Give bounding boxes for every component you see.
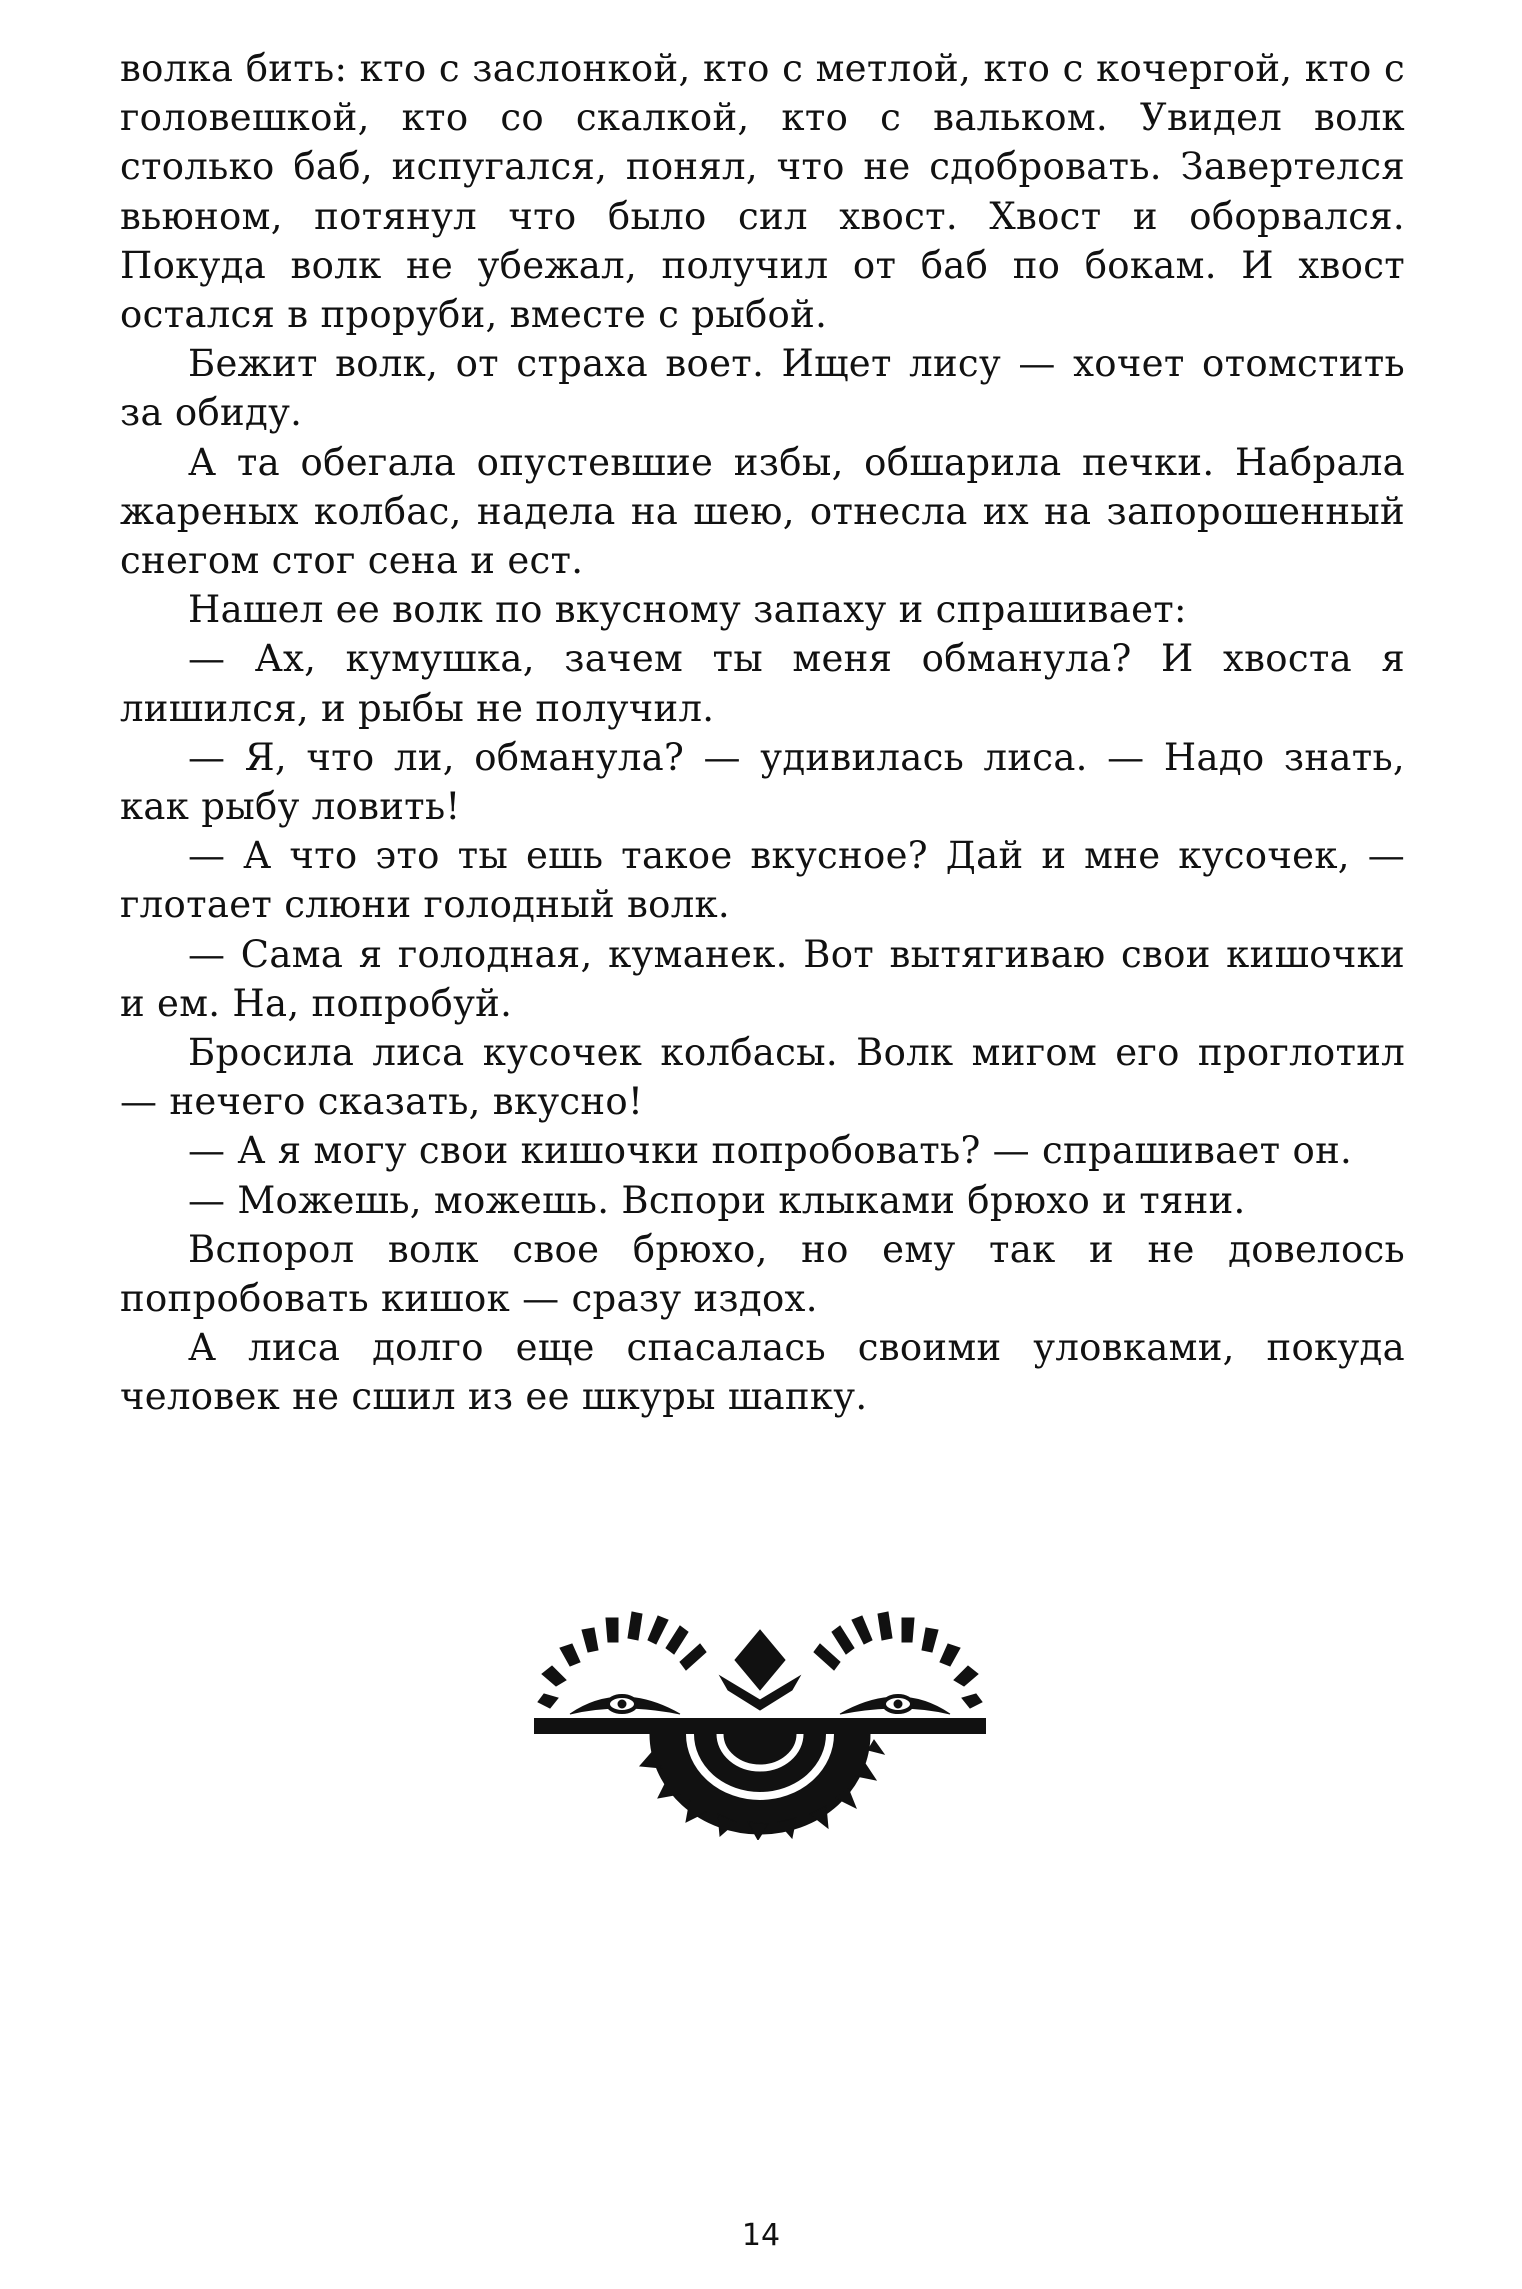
paragraph-6: — Я, что ли, обманула? — удивилась лиса. — Надо знать, как рыбу ловить! (120, 735, 1405, 829)
paragraph-2: Бежит волк, от страха воет. Ищет лису — хочет отомстить за обиду. (120, 342, 1405, 435)
paragraph-5: — Ах, кумушка, зачем ты меня обманула? И хвоста я лишился, и рыбы не получил. (120, 637, 1405, 730)
paragraph-9: Бросила лиса кусочек колбасы. Волк мигом его проглотил — нечего сказать, вкусно! (120, 1031, 1405, 1124)
folk-sun-ornament-icon (530, 1590, 990, 1840)
paragraph-4: Нашел ее волк по вкусному запаху и спрашивает: (188, 588, 1187, 632)
paragraph-7: — А что это ты ешь такое вкусное? Дай и мне кусочек, — глотает слюни голодный волк. (120, 834, 1405, 927)
paragraph-1: волка бить: кто с заслонкой, кто с метлой, кто с кочергой, кто с головешкой, кто со скалкой, кто с вальком. Увидел волк столько баб, испугался, понял, что не сдобровать. Завертелся вьюном, потянул что было сил хвост. Хвост и оборвался. Покуда волк не убежал, получил от баб по бокам. И хвост остался в проруби, вместе с рыбой. (120, 47, 1405, 337)
paragraph-11: — Можешь, можешь. Вспори клыками брюхо и тяни. (188, 1178, 1246, 1222)
paragraph-13: А лиса долго еще спасалась своими уловками, покуда человек не сшил из ее шкуры шапку. (120, 1326, 1405, 1419)
paragraph-8: — Сама я голодная, куманек. Вот вытягиваю свои кишочки и ем. На, попробуй. (120, 932, 1405, 1025)
story-text (120, 44, 1405, 1422)
paragraph-3: А та обегала опустевшие избы, обшарила печки. Набрала жареных колбас, надела на шею, отнесла их на запорошенный снегом стог сена и ест. (120, 440, 1405, 583)
page-number: 14 (741, 2218, 781, 2253)
paragraph-10: — А я могу свои кишочки попробовать? — спрашивает он. (188, 1129, 1353, 1173)
paragraph-12: Вспорол волк свое брюхо, но ему так и не довелось попробовать кишок — сразу издох. (120, 1227, 1405, 1321)
